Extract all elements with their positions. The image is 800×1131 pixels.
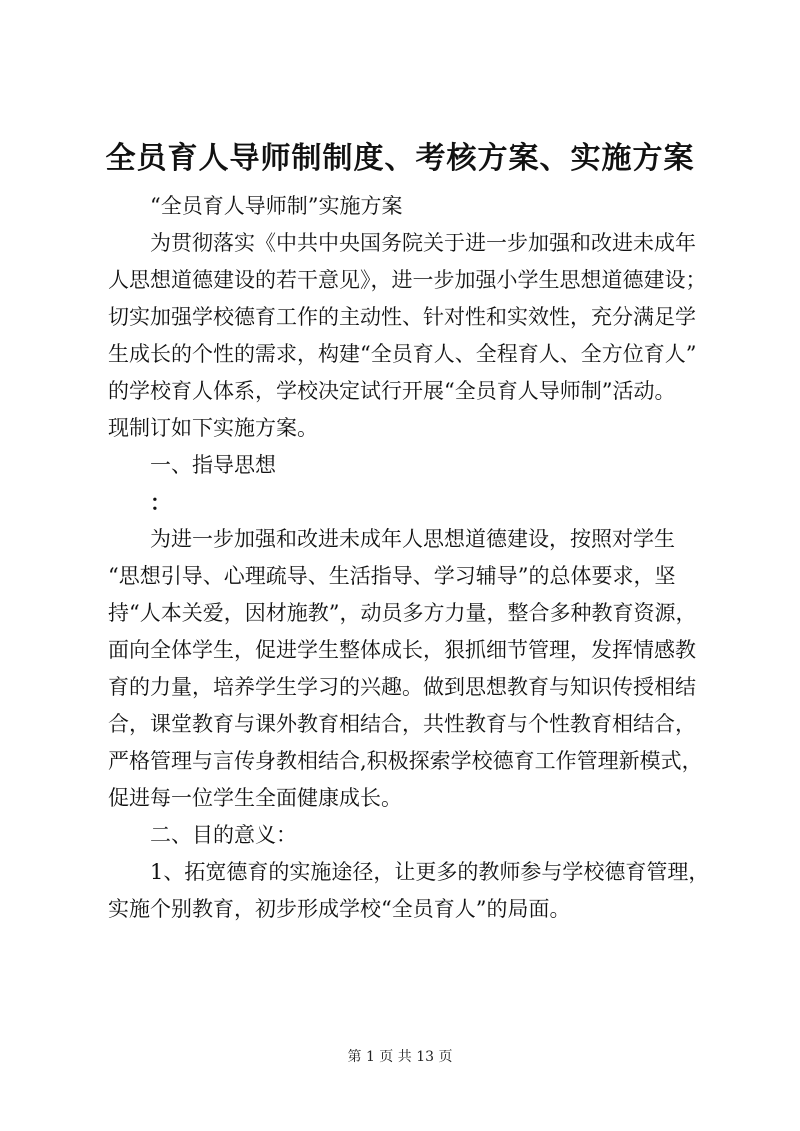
document-body [108, 188, 708, 928]
paragraph-line: 严格管理与言传身教相结合,积极探索学校德育工作管理新模式， [108, 749, 703, 773]
intro-line: 人思想道德建设的若干意见》，进一步加强小学生思想道德建设； [108, 268, 707, 292]
purpose-item-1 [108, 854, 708, 928]
intro-line: 现制订如下实施方案。 [108, 416, 318, 440]
section-heading-guiding-ideology [108, 447, 708, 484]
paragraph-line: 育的力量，培养学生学习的兴趣。做到思想教育与知识传授相结 [108, 675, 696, 699]
paragraph-line: 促进每一位学生全面健康成长。 [108, 786, 402, 810]
paragraph-line: 为进一步加强和改进未成年人思想道德建设，按照对学生 [150, 527, 675, 551]
section-heading-text: 一、指导思想 [150, 453, 276, 477]
intro-line: 切实加强学校德育工作的主动性、针对性和实效性，充分满足学 [108, 305, 696, 329]
subtitle-text: “全员育人导师制”实施方案 [150, 194, 403, 218]
colon-line [108, 484, 708, 521]
intro-line: 为贯彻落实《中共中央国务院关于进一步加强和改进未成年 [150, 231, 696, 255]
paragraph-line: 合，课堂教育与课外教育相结合，共性教育与个性教育相结合， [108, 712, 696, 736]
paragraph-line: 面向全体学生，促进学生整体成长，狠抓细节管理，发挥情感教 [108, 638, 696, 662]
document-title: 全员育人导师制制度、考核方案、实施方案 [105, 141, 695, 176]
subtitle [108, 188, 708, 225]
paragraph-line: 持“人本关爱，因材施教”，动员多方力量，整合多种教育资源， [108, 601, 697, 625]
page-number-footer: 第 1 页 共 13 页 [347, 1049, 453, 1065]
colon-text: ： [150, 490, 171, 515]
paragraph-line: “思想引导、心理疏导、生活指导、学习辅导”的总体要求，坚 [108, 564, 676, 588]
guiding-ideology-paragraph [108, 521, 708, 817]
intro-line: 生成长的个性的需求，构建“全员育人、全程育人、全方位育人” [108, 342, 697, 366]
intro-paragraph [108, 225, 708, 447]
intro-line: 的学校育人体系，学校决定试行开展“全员育人导师制”活动。 [108, 379, 676, 403]
paragraph-line: 实施个别教育，初步形成学校“全员育人”的局面。 [108, 897, 571, 921]
section-heading-text: 二、目的意义： [150, 823, 297, 847]
paragraph-line: 1、拓宽德育的实施途径，让更多的教师参与学校德育管理， [150, 860, 710, 884]
section-heading-purpose [108, 817, 708, 854]
